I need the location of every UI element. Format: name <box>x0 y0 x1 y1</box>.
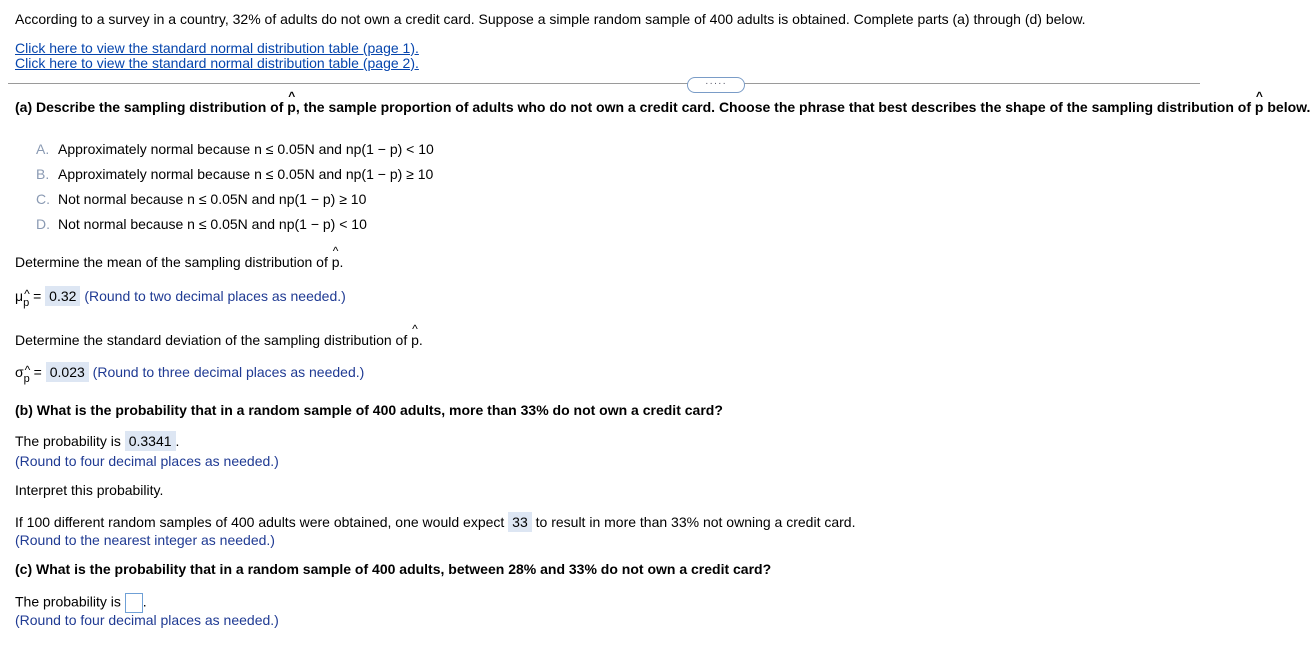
part-c-question: (c) What is the probability that in a random sample of 400 adults, between 28% and 33% do not own a credit card? <box>15 561 772 577</box>
option-b[interactable]: B. Approximately normal because n ≤ 0.05N and np(1 − p) ≥ 10 <box>36 166 434 182</box>
option-d[interactable]: D. Not normal because n ≤ 0.05N and np(1 − p) < 10 <box>36 216 367 232</box>
sd-answer-row: σ^ p = 0.023 (Round to three decimal places as needed.) <box>15 364 364 385</box>
part-c-prob-hint: (Round to four decimal places as needed.) <box>15 612 279 628</box>
intro-text: According to a survey in a country, 32% of adults do not own a credit card. Suppose a simple random sample of 400 adults is obtained. Complete parts (a) through (d) below. <box>15 11 1086 27</box>
interpret-hint: (Round to the nearest integer as needed.) <box>15 532 275 548</box>
part-a-question: (a) Describe the sampling distribution of ^ p, the sample proportion of adults who do not own a credit card. Choose the phrase that best describes the shape of the sampling distribution of ^ p below. <box>15 99 1310 115</box>
p-hat-symbol: ^ p <box>1255 99 1264 115</box>
sd-symbol: σ <box>15 364 24 380</box>
option-a[interactable]: A. Approximately normal because n ≤ 0.05N and np(1 − p) < 10 <box>36 141 434 157</box>
interpret-row: If 100 different random samples of 400 adults were obtained, one would expect 33 to result in more than 33% not owning a credit card. <box>15 514 856 530</box>
expand-button[interactable]: ····· <box>687 77 745 93</box>
part-b-prob-hint: (Round to four decimal places as needed.) <box>15 453 279 469</box>
sd-question: Determine the standard deviation of the sampling distribution of ^ p. <box>15 332 423 348</box>
mean-answer: 0.32 <box>45 286 80 306</box>
part-c-answer-input[interactable] <box>125 593 143 613</box>
interpret-label: Interpret this probability. <box>15 482 164 498</box>
part-b-prob-row: The probability is 0.3341 . <box>15 433 180 449</box>
section-divider <box>8 83 1200 84</box>
mean-hint: (Round to two decimal places as needed.) <box>84 288 346 304</box>
mean-symbol: μ <box>15 288 24 304</box>
interpret-answer: 33 <box>508 512 532 532</box>
sd-hint: (Round to three decimal places as needed.) <box>92 364 365 380</box>
table-page2-link[interactable]: Click here to view the standard normal distribution table (page 2). <box>15 55 419 71</box>
part-b-question: (b) What is the probability that in a random sample of 400 adults, more than 33% do not own a credit card? <box>15 402 723 418</box>
p-hat-symbol: ^ p <box>287 99 296 115</box>
option-c[interactable]: C. Not normal because n ≤ 0.05N and np(1 − p) ≥ 10 <box>36 191 367 207</box>
part-b-prob-answer: 0.3341 <box>125 431 176 451</box>
part-c-prob-row: The probability is . <box>15 593 147 613</box>
mean-question: Determine the mean of the sampling distribution of ^ p. <box>15 254 343 270</box>
table-page1-link[interactable]: Click here to view the standard normal distribution table (page 1). <box>15 40 419 56</box>
sd-answer: 0.023 <box>46 362 89 382</box>
mean-answer-row: μ^ p = 0.32 (Round to two decimal places as needed.) <box>15 288 346 309</box>
